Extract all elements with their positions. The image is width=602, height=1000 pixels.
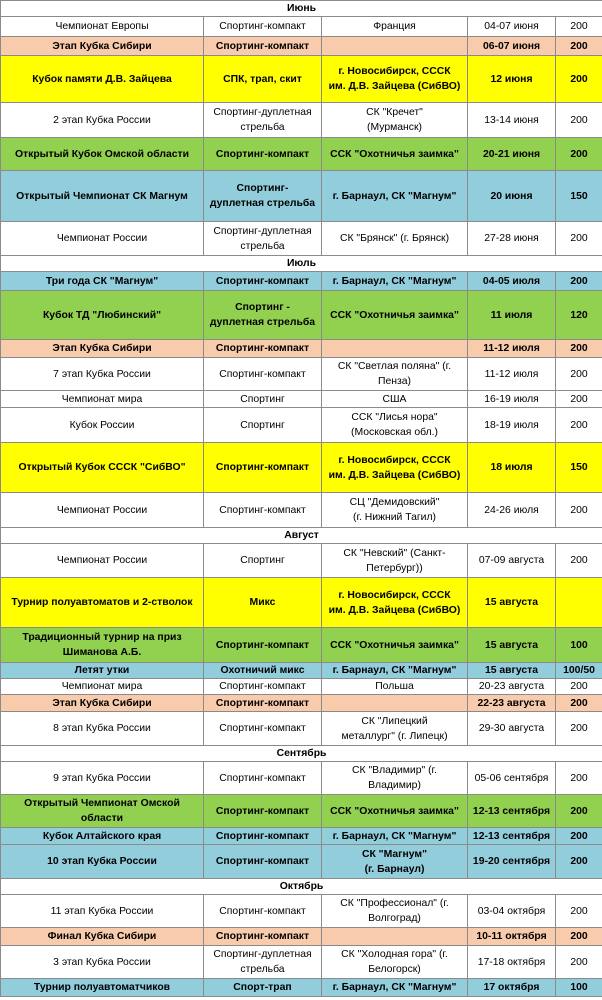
venue-cell: ССК "Охотничья заимка": [322, 291, 468, 340]
event-name-cell: Чемпионат мира: [1, 391, 204, 408]
date-cell: 15 августа: [468, 663, 556, 679]
date-cell: 20 июня: [468, 171, 556, 222]
date-cell: 15 августа: [468, 628, 556, 663]
discipline-cell: Спортинг-дуплетная стрельба: [204, 103, 322, 138]
event-row: [1, 544, 602, 578]
event-row: [1, 358, 602, 391]
date-cell: 07-09 августа: [468, 544, 556, 578]
discipline-cell: Спортинг-компакт: [204, 138, 322, 171]
date-cell: 15 августа: [468, 578, 556, 628]
date-cell: 19-20 сентября: [468, 845, 556, 879]
discipline-cell: Спортинг-компакт: [204, 37, 322, 56]
targets-cell: 200: [556, 17, 602, 37]
month-header-row: [1, 879, 602, 895]
event-row: [1, 845, 602, 879]
discipline-cell: Спортинг-компакт: [204, 17, 322, 37]
date-cell: 12-13 сентября: [468, 828, 556, 845]
event-name-cell: 11 этап Кубка России: [1, 895, 204, 928]
date-cell: 04-07 июня: [468, 17, 556, 37]
venue-cell: СК "Магнум" (г. Барнаул): [322, 845, 468, 879]
event-row: [1, 103, 602, 138]
discipline-cell: Спортинг-дуплетная стрельба: [204, 222, 322, 256]
month-header: Сентябрь: [1, 746, 602, 762]
discipline-cell: Спортинг-компакт: [204, 712, 322, 746]
venue-cell: СК "Светлая поляна" (г. Пенза): [322, 358, 468, 391]
date-cell: 10-11 октября: [468, 928, 556, 946]
event-name-cell: Турнир полуавтоматов и 2-стволок: [1, 578, 204, 628]
discipline-cell: Спортинг-компакт: [204, 795, 322, 828]
venue-cell: Франция: [322, 17, 468, 37]
date-cell: 11 июля: [468, 291, 556, 340]
targets-cell: 200: [556, 222, 602, 256]
targets-cell: 200: [556, 56, 602, 103]
event-name-cell: Кубок ТД "Любинский": [1, 291, 204, 340]
event-name-cell: Этап Кубка Сибири: [1, 37, 204, 56]
event-name-cell: Чемпионат России: [1, 222, 204, 256]
venue-cell: [322, 928, 468, 946]
event-name-cell: 3 этап Кубка России: [1, 946, 204, 979]
discipline-cell: Спортинг- дуплетная стрельба: [204, 171, 322, 222]
month-header-row: [1, 528, 602, 544]
event-row: [1, 56, 602, 103]
event-name-cell: Открытый Кубок Омской области: [1, 138, 204, 171]
targets-cell: 150: [556, 171, 602, 222]
targets-cell: 200: [556, 391, 602, 408]
event-name-cell: 9 этап Кубка России: [1, 762, 204, 795]
event-row: [1, 391, 602, 408]
month-header: Июнь: [1, 1, 602, 17]
discipline-cell: Спортинг - дуплетная стрельба: [204, 291, 322, 340]
date-cell: 20-21 июня: [468, 138, 556, 171]
date-cell: 24-26 июля: [468, 493, 556, 528]
date-cell: 18 июля: [468, 443, 556, 493]
discipline-cell: Спортинг-компакт: [204, 928, 322, 946]
month-header: Октябрь: [1, 879, 602, 895]
date-cell: 11-12 июля: [468, 358, 556, 391]
venue-cell: ССК "Охотничья заимка": [322, 795, 468, 828]
event-name-cell: 2 этап Кубка России: [1, 103, 204, 138]
targets-cell: 100: [556, 628, 602, 663]
targets-cell: 200: [556, 762, 602, 795]
discipline-cell: Спортинг: [204, 408, 322, 443]
date-cell: 18-19 июля: [468, 408, 556, 443]
discipline-cell: Микс: [204, 578, 322, 628]
event-row: [1, 928, 602, 946]
event-name-cell: Кубок Алтайского края: [1, 828, 204, 845]
event-name-cell: Летят утки: [1, 663, 204, 679]
venue-cell: СК "Владимир" (г. Владимир): [322, 762, 468, 795]
venue-cell: г. Барнаул, СК "Магнум": [322, 272, 468, 291]
event-name-cell: Открытый Чемпионат Омской области: [1, 795, 204, 828]
discipline-cell: Спортинг-компакт: [204, 443, 322, 493]
date-cell: 29-30 августа: [468, 712, 556, 746]
event-row: [1, 17, 602, 37]
targets-cell: 200: [556, 340, 602, 358]
venue-cell: США: [322, 391, 468, 408]
venue-cell: ССК "Охотничья заимка": [322, 628, 468, 663]
event-name-cell: 10 этап Кубка России: [1, 845, 204, 879]
venue-cell: СК "Липецкий металлург" (г. Липецк): [322, 712, 468, 746]
targets-cell: 200: [556, 493, 602, 528]
event-row: [1, 712, 602, 746]
discipline-cell: Спортинг: [204, 544, 322, 578]
targets-cell: 200: [556, 712, 602, 746]
targets-cell: 150: [556, 443, 602, 493]
event-name-cell: Открытый Чемпионат СК Магнум: [1, 171, 204, 222]
venue-cell: СЦ "Демидовский" (г. Нижний Тагил): [322, 493, 468, 528]
event-name-cell: Открытый Кубок СССК "СибВО": [1, 443, 204, 493]
schedule-body: [1, 1, 602, 997]
targets-cell: 200: [556, 928, 602, 946]
event-name-cell: Кубок памяти Д.В. Зайцева: [1, 56, 204, 103]
targets-cell: 200: [556, 408, 602, 443]
venue-cell: СК "Кречет" (Мурманск): [322, 103, 468, 138]
targets-cell: 100/50: [556, 663, 602, 679]
date-cell: 12 июня: [468, 56, 556, 103]
discipline-cell: Спортинг-компакт: [204, 628, 322, 663]
venue-cell: СК "Профессионал" (г. Волгоград): [322, 895, 468, 928]
month-header: Июль: [1, 256, 602, 272]
event-name-cell: Кубок России: [1, 408, 204, 443]
event-row: [1, 222, 602, 256]
event-row: [1, 578, 602, 628]
date-cell: 17-18 октября: [468, 946, 556, 979]
targets-cell: [556, 578, 602, 628]
discipline-cell: СПК, трап, скит: [204, 56, 322, 103]
date-cell: 22-23 августа: [468, 695, 556, 712]
discipline-cell: Спортинг-компакт: [204, 828, 322, 845]
discipline-cell: Спортинг-компакт: [204, 340, 322, 358]
event-row: [1, 443, 602, 493]
discipline-cell: Спортинг-компакт: [204, 358, 322, 391]
targets-cell: 200: [556, 845, 602, 879]
event-row: [1, 895, 602, 928]
venue-cell: г. Барнаул, СК "Магнум": [322, 663, 468, 679]
targets-cell: 200: [556, 795, 602, 828]
event-row: [1, 272, 602, 291]
discipline-cell: Охотничий микс: [204, 663, 322, 679]
targets-cell: 200: [556, 272, 602, 291]
event-row: [1, 138, 602, 171]
event-name-cell: Традиционный турнир на приз Шиманова А.Б.: [1, 628, 204, 663]
venue-cell: СК "Брянск" (г. Брянск): [322, 222, 468, 256]
event-row: [1, 663, 602, 679]
targets-cell: 200: [556, 946, 602, 979]
event-row: [1, 828, 602, 845]
discipline-cell: Спорт-трап: [204, 979, 322, 997]
discipline-cell: Спортинг-компакт: [204, 679, 322, 695]
date-cell: 16-19 июля: [468, 391, 556, 408]
event-row: [1, 795, 602, 828]
date-cell: 17 октября: [468, 979, 556, 997]
discipline-cell: Спортинг-дуплетная стрельба: [204, 946, 322, 979]
date-cell: 11-12 июля: [468, 340, 556, 358]
date-cell: 04-05 июля: [468, 272, 556, 291]
event-row: [1, 695, 602, 712]
venue-cell: [322, 340, 468, 358]
venue-cell: г. Барнаул, СК "Магнум": [322, 828, 468, 845]
targets-cell: 200: [556, 358, 602, 391]
venue-cell: г. Барнаул, СК "Магнум": [322, 979, 468, 997]
month-header-row: [1, 1, 602, 17]
event-row: [1, 340, 602, 358]
event-name-cell: 8 этап Кубка России: [1, 712, 204, 746]
discipline-cell: Спортинг-компакт: [204, 493, 322, 528]
event-row: [1, 946, 602, 979]
discipline-cell: Спортинг-компакт: [204, 845, 322, 879]
month-header: Август: [1, 528, 602, 544]
discipline-cell: Спортинг: [204, 391, 322, 408]
date-cell: 12-13 сентября: [468, 795, 556, 828]
venue-cell: [322, 695, 468, 712]
venue-cell: ССК "Охотничья заимка": [322, 138, 468, 171]
event-name-cell: Этап Кубка Сибири: [1, 340, 204, 358]
venue-cell: СК "Невский" (Санкт- Петербург)): [322, 544, 468, 578]
event-name-cell: Турнир полуавтоматчиков: [1, 979, 204, 997]
event-row: [1, 408, 602, 443]
discipline-cell: Спортинг-компакт: [204, 762, 322, 795]
event-row: [1, 171, 602, 222]
discipline-cell: Спортинг-компакт: [204, 272, 322, 291]
event-name-cell: Чемпионат России: [1, 493, 204, 528]
targets-cell: 200: [556, 828, 602, 845]
event-row: [1, 291, 602, 340]
event-row: [1, 628, 602, 663]
event-name-cell: Чемпионат Европы: [1, 17, 204, 37]
targets-cell: 120: [556, 291, 602, 340]
month-header-row: [1, 746, 602, 762]
event-name-cell: Три года СК "Магнум": [1, 272, 204, 291]
date-cell: 05-06 сентября: [468, 762, 556, 795]
venue-cell: г. Новосибирск, СССК им. Д.В. Зайцева (СибВО): [322, 56, 468, 103]
venue-cell: [322, 37, 468, 56]
venue-cell: СК "Холодная гора" (г. Белогорск): [322, 946, 468, 979]
discipline-cell: Спортинг-компакт: [204, 895, 322, 928]
venue-cell: г. Новосибирск, СССК им. Д.В. Зайцева (СибВО): [322, 578, 468, 628]
targets-cell: 200: [556, 138, 602, 171]
venue-cell: Польша: [322, 679, 468, 695]
event-row: [1, 762, 602, 795]
targets-cell: 100: [556, 979, 602, 997]
targets-cell: 200: [556, 37, 602, 56]
date-cell: 27-28 июня: [468, 222, 556, 256]
targets-cell: 200: [556, 544, 602, 578]
venue-cell: г. Барнаул, СК "Магнум": [322, 171, 468, 222]
event-row: [1, 493, 602, 528]
event-name-cell: Чемпионат России: [1, 544, 204, 578]
targets-cell: 200: [556, 695, 602, 712]
event-row: [1, 37, 602, 56]
targets-cell: 200: [556, 103, 602, 138]
venue-cell: ССК "Лисья нора" (Московская обл.): [322, 408, 468, 443]
event-name-cell: Финал Кубка Сибири: [1, 928, 204, 946]
date-cell: 03-04 октября: [468, 895, 556, 928]
event-name-cell: 7 этап Кубка России: [1, 358, 204, 391]
date-cell: 13-14 июня: [468, 103, 556, 138]
venue-cell: г. Новосибирск, СССК им. Д.В. Зайцева (СибВО): [322, 443, 468, 493]
date-cell: 20-23 августа: [468, 679, 556, 695]
event-name-cell: Чемпионат мира: [1, 679, 204, 695]
targets-cell: 200: [556, 679, 602, 695]
discipline-cell: Спортинг-компакт: [204, 695, 322, 712]
event-name-cell: Этап Кубка Сибири: [1, 695, 204, 712]
date-cell: 06-07 июня: [468, 37, 556, 56]
event-row: [1, 679, 602, 695]
month-header-row: [1, 256, 602, 272]
targets-cell: 200: [556, 895, 602, 928]
event-row: [1, 979, 602, 997]
